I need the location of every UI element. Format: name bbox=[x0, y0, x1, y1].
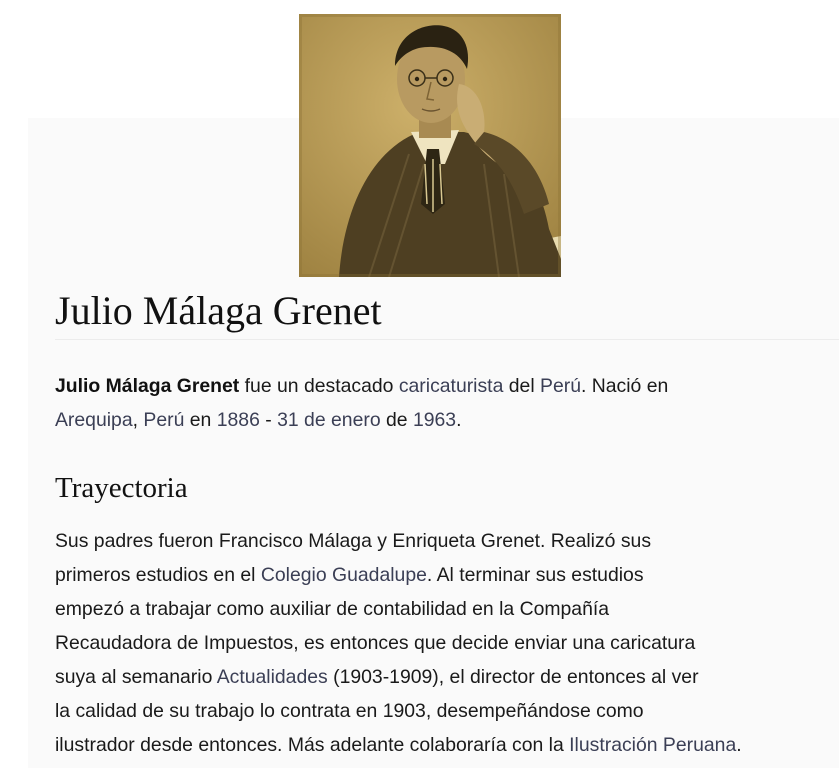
line-text: (1903-1909), el director de entonces al ver bbox=[327, 666, 699, 688]
link-ilustracion-peruana[interactable]: Ilustración Peruana bbox=[569, 734, 737, 756]
link-colegio-guadalupe[interactable]: Colegio Guadalupe bbox=[260, 564, 427, 586]
intro-text: - bbox=[259, 409, 278, 431]
line-text: . Al terminar sus estudios bbox=[426, 564, 644, 586]
subject-name: Julio Málaga Grenet bbox=[55, 375, 240, 397]
link-actualidades[interactable]: Actualidades bbox=[216, 666, 328, 688]
line-text: suya al semanario bbox=[55, 666, 217, 688]
link-1963[interactable]: 1963 bbox=[412, 409, 457, 431]
trayectoria-paragraph bbox=[55, 524, 839, 762]
line-text: ilustrador desde entonces. Más adelante colaboraría con la bbox=[55, 734, 570, 756]
paragraph-line: Recaudadora de Impuestos, es entonces que decide enviar una caricatura bbox=[55, 632, 696, 654]
link-arequipa[interactable]: Arequipa bbox=[55, 409, 133, 431]
intro-text: de bbox=[380, 409, 413, 431]
page-title: Julio Málaga Grenet bbox=[55, 288, 382, 333]
intro-text: en bbox=[184, 409, 217, 431]
portrait-photo bbox=[299, 14, 561, 277]
title-divider bbox=[55, 339, 839, 340]
intro-text: , bbox=[132, 409, 144, 431]
paragraph-line: Sus padres fueron Francisco Málaga y Enriqueta Grenet. Realizó sus bbox=[55, 530, 652, 552]
intro-text: del bbox=[503, 375, 541, 397]
line-text: primeros estudios en el bbox=[55, 564, 261, 586]
paragraph-line bbox=[55, 558, 839, 592]
paragraph-line: empezó a trabajar como auxiliar de contabilidad en la Compañía bbox=[55, 598, 610, 620]
paragraph-line bbox=[55, 728, 839, 762]
link-1886[interactable]: 1886 bbox=[216, 409, 260, 431]
intro-text: . bbox=[456, 409, 462, 431]
intro-text: . Nació en bbox=[580, 375, 669, 397]
line-text: . bbox=[736, 734, 742, 756]
link-peru[interactable]: Perú bbox=[540, 375, 581, 397]
paragraph-line bbox=[55, 660, 839, 694]
paragraph-line: la calidad de su trabajo lo contrata en 1903, desempeñándose como bbox=[55, 700, 644, 722]
section-heading-trayectoria: Trayectoria bbox=[55, 472, 188, 504]
link-31-de-enero[interactable]: 31 de enero bbox=[277, 409, 381, 431]
intro-paragraph bbox=[55, 369, 835, 437]
intro-text: fue un destacado bbox=[239, 375, 399, 397]
link-caricaturista[interactable]: caricaturista bbox=[398, 375, 504, 397]
link-peru-2[interactable]: Perú bbox=[143, 409, 185, 431]
